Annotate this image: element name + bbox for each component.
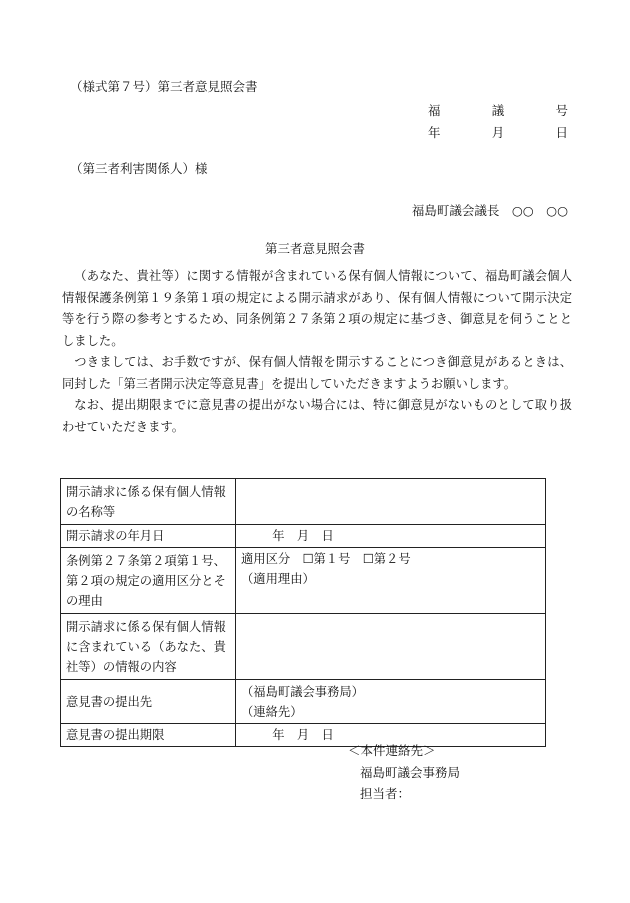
table-row — [61, 680, 546, 724]
doc-number-suffix: 号 — [555, 103, 568, 118]
request-info-name-value — [236, 479, 546, 525]
info-content-value — [236, 614, 546, 680]
applicable-category-label: 条例第２７条第２項第１号、第２項の規定の適用区分とその理由 — [61, 548, 236, 614]
sender: 福島町議会議長 ○○ ○○ — [411, 203, 568, 218]
paragraph-1: （あなた、貴社等）に関する情報が含まれている保有個人情報について、福島町議会個人情報保護条例第１９条第１項の規定による開示請求があり、保有個人情報について開示決定等を行う際の参考とするため、同条例第２７条第２項の規定に基づき、御意見を伺うこととしました。 — [62, 269, 572, 348]
paragraph-2: つきましては、お手数ですが、保有個人情報を開示することにつき御意見があるときは、同封した「第三者開示決定等意見書」を提出していただきますようお願いします。 — [62, 355, 572, 391]
table-row — [61, 525, 546, 548]
request-date-label: 開示請求の年月日 — [61, 525, 236, 548]
body-text — [62, 266, 572, 438]
document-title: 第三者意見照会書 — [264, 241, 365, 256]
destination-contact: （連絡先） — [241, 704, 303, 719]
date-day: 日 — [555, 125, 568, 140]
submission-destination-value — [236, 680, 546, 724]
paragraph-3: なお、提出期限までに意見書の提出がない場合には、特に御意見がないものとして取り扱わせていただきます。 — [62, 398, 572, 434]
category-reason: （適用理由） — [241, 572, 315, 586]
request-info-name-label: 開示請求に係る保有個人情報の名称等 — [61, 479, 236, 525]
info-table — [60, 478, 546, 747]
table-row — [61, 614, 546, 680]
submission-deadline-label: 意見書の提出期限 — [61, 724, 236, 747]
category-checkboxes: 適用区分 ☐第１号 ☐第２号 — [241, 552, 411, 566]
applicable-category-value — [236, 548, 546, 614]
date-month: 月 — [491, 125, 505, 140]
table-row — [61, 548, 546, 614]
table-row — [61, 479, 546, 525]
submission-destination-label: 意見書の提出先 — [61, 680, 236, 724]
destination-office: （福島町議会事務局） — [241, 684, 364, 699]
contact-block — [348, 740, 460, 805]
doc-number-type: 議 — [491, 103, 505, 118]
table-row — [61, 724, 546, 747]
contact-office: 福島町議会事務局 — [360, 764, 461, 780]
request-date-value: 年 月 日 — [236, 525, 546, 548]
date-year: 年 — [428, 125, 441, 140]
contact-heading: ＜本件連絡先＞ — [348, 743, 436, 758]
addressee: （第三者利害関係人）様 — [70, 161, 208, 176]
info-content-label: 開示請求に係る保有個人情報に含まれている（あなた、貴社等）の情報の内容 — [61, 614, 236, 680]
contact-person: 担当者： — [360, 786, 411, 801]
doc-number-prefix: 福 — [428, 103, 441, 118]
submission-deadline-value: 年 月 日 — [236, 724, 546, 747]
document-number-block — [428, 100, 568, 144]
form-label: （様式第７号）第三者意見照会書 — [70, 79, 258, 94]
